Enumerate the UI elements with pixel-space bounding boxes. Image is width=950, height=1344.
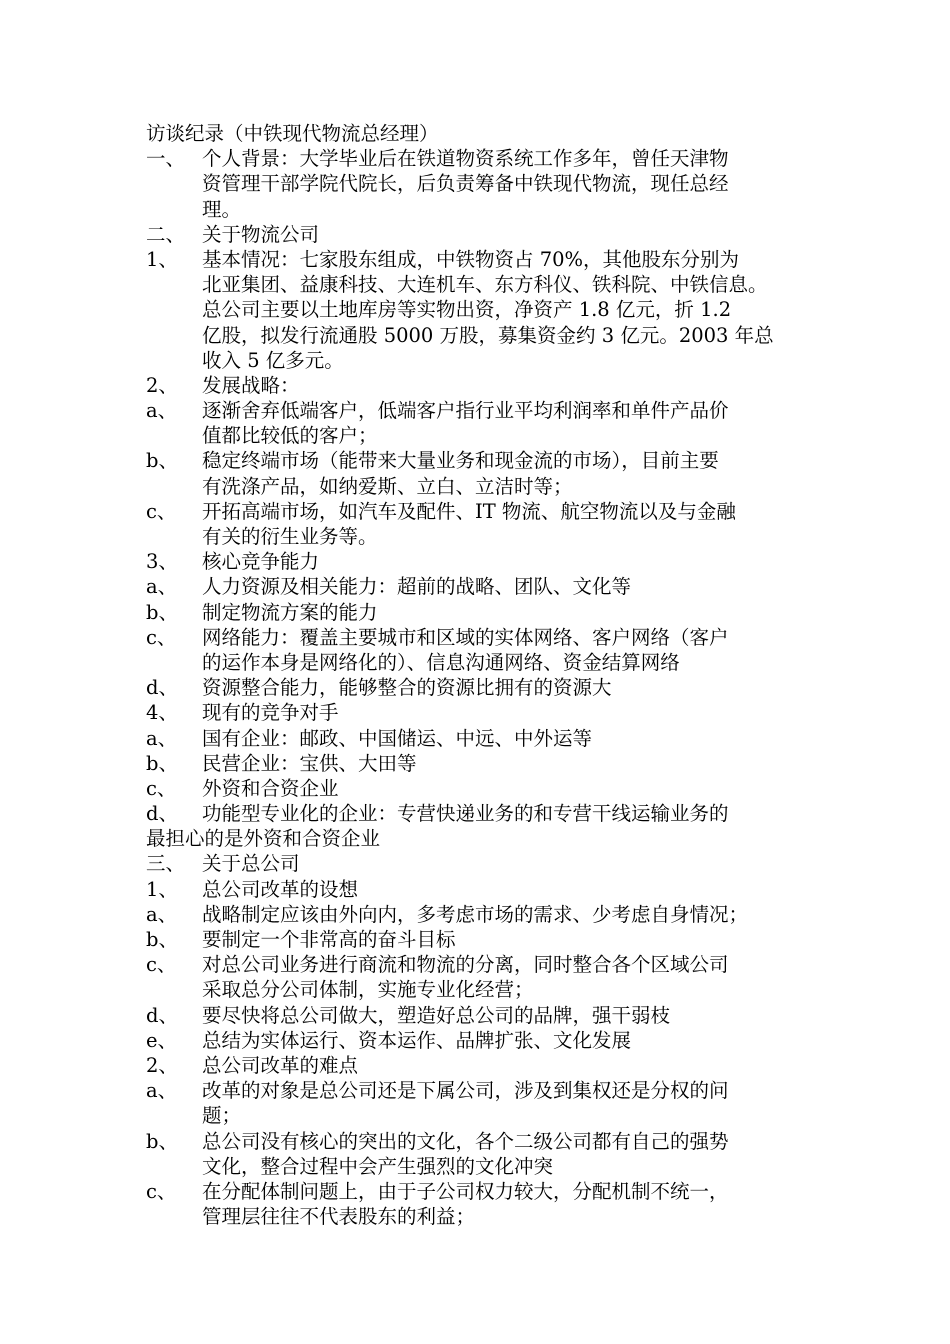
text-line — [146, 952, 816, 977]
line-text: 关于物流公司 — [202, 222, 320, 246]
list-marker: 3、 — [146, 550, 178, 574]
line-text: 功能型专业化的企业：专营快递业务的和专营干线运输业务的 — [202, 802, 729, 826]
list-marker: b、 — [146, 600, 178, 624]
line-text: 个人背景：大学毕业后在铁道物资系统工作多年，曾任天津物 — [202, 147, 729, 171]
list-marker: a、 — [146, 575, 178, 599]
text-line — [146, 625, 816, 650]
document-title: 访谈纪录（中铁现代物流总经理） — [146, 122, 439, 145]
text-line — [146, 1103, 816, 1128]
text-line — [146, 826, 816, 851]
line-text: 开拓高端市场，如汽车及配件、IT 物流、航空物流以及与金融 — [202, 499, 736, 523]
list-marker: a、 — [146, 399, 178, 423]
line-text: 稳定终端市场（能带来大量业务和现金流的市场），目前主要 — [202, 449, 719, 473]
line-text: 在分配体制问题上，由于子公司权力较大，分配机制不统一， — [202, 1179, 729, 1203]
line-text: 总公司主要以土地库房等实物出资，净资产 1.8 亿元，折 1.2 — [202, 298, 732, 322]
line-text: 国有企业：邮政、中国储运、中远、中外运等 — [202, 726, 593, 750]
text-line — [146, 423, 816, 448]
line-text: 总公司改革的设想 — [202, 877, 359, 901]
list-marker: c、 — [146, 1179, 177, 1203]
line-text: 文化，整合过程中会产生强烈的文化冲突 — [202, 1154, 554, 1178]
line-text: 的运作本身是网络化的）、信息沟通网络、资金结算网络 — [202, 650, 680, 674]
list-marker: b、 — [146, 751, 178, 775]
line-text: 改革的对象是总公司还是下属公司，涉及到集权还是分权的问 — [202, 1079, 729, 1103]
list-marker: d、 — [146, 676, 178, 700]
list-marker: 二、 — [146, 222, 186, 246]
text-line — [146, 297, 816, 322]
list-marker: b、 — [146, 1129, 178, 1153]
list-marker: d、 — [146, 1003, 178, 1027]
text-line — [146, 751, 816, 776]
text-line — [146, 197, 816, 222]
list-marker: b、 — [146, 928, 178, 951]
list-marker: 三、 — [146, 852, 186, 876]
line-text: 外资和合资企业 — [202, 776, 339, 800]
text-line — [146, 171, 816, 196]
list-marker: 2、 — [146, 1053, 178, 1077]
list-marker: a、 — [146, 726, 178, 750]
text-line — [146, 1129, 816, 1154]
list-marker: 2、 — [146, 373, 178, 397]
line-text: 有关的衍生业务等。 — [202, 525, 378, 548]
document-lines — [146, 146, 816, 1229]
text-line — [146, 373, 816, 398]
line-text: 总公司没有核心的突出的文化，各个二级公司都有自己的强势 — [202, 1129, 729, 1153]
line-text: 采取总分公司体制，实施专业化经营； — [202, 978, 534, 1002]
text-line — [146, 650, 816, 675]
line-text: 制定物流方案的能力 — [202, 600, 378, 624]
line-text: 逐渐舍弃低端客户，低端客户指行业平均利润率和单件产品价 — [202, 399, 729, 423]
line-text: 理。 — [202, 197, 242, 221]
line-text: 总公司改革的难点 — [202, 1053, 359, 1077]
list-marker: c、 — [146, 499, 177, 523]
text-line — [146, 1078, 816, 1103]
text-line — [146, 851, 816, 876]
text-line — [146, 902, 816, 927]
text-line — [146, 877, 816, 902]
text-line — [146, 524, 816, 549]
line-text: 关于总公司 — [202, 852, 300, 876]
text-line — [146, 1003, 816, 1028]
line-text: 基本情况：七家股东组成，中铁物资占 70%，其他股东分别为 — [202, 247, 740, 271]
list-marker: c、 — [146, 776, 177, 800]
text-line — [146, 348, 816, 373]
text-line — [146, 272, 816, 297]
text-line — [146, 977, 816, 1002]
line-text: 亿股，拟发行流通股 5000 万股，募集资金约 3 亿元。2003 年总 — [202, 323, 774, 347]
text-line — [146, 146, 816, 171]
text-line — [146, 549, 816, 574]
document-body — [146, 121, 816, 1229]
line-text: 题； — [202, 1104, 242, 1128]
list-marker: b、 — [146, 449, 178, 473]
text-line — [146, 675, 816, 700]
text-line — [146, 474, 816, 499]
list-marker: 4、 — [146, 701, 178, 725]
line-text: 人力资源及相关能力：超前的战略、团队、文化等 — [202, 575, 632, 599]
list-marker: a、 — [146, 1079, 178, 1103]
line-text: 对总公司业务进行商流和物流的分离，同时整合各个区域公司 — [202, 953, 729, 977]
list-marker: d、 — [146, 802, 178, 826]
line-text: 战略制定应该由外向内，多考虑市场的需求、少考虑自身情况； — [202, 902, 749, 926]
line-text: 总结为实体运行、资本运作、品牌扩张、文化发展 — [202, 1028, 632, 1052]
text-line — [146, 927, 816, 952]
list-marker: 一、 — [146, 147, 186, 171]
text-line — [146, 222, 816, 247]
line-text: 管理层往往不代表股东的利益； — [202, 1205, 476, 1229]
line-text: 收入 5 亿多元。 — [202, 348, 344, 372]
line-text: 资源整合能力，能够整合的资源比拥有的资源大 — [202, 676, 612, 700]
line-text: 现有的竞争对手 — [202, 701, 339, 725]
text-line — [146, 499, 816, 524]
text-line — [146, 323, 816, 348]
text-line — [146, 726, 816, 751]
list-marker: 1、 — [146, 247, 178, 271]
text-line — [146, 1179, 816, 1204]
line-text: 北亚集团、益康科技、大连机车、东方科仪、铁科院、中铁信息。 — [202, 273, 768, 297]
text-line — [146, 1154, 816, 1179]
line-text: 资管理干部学院代院长，后负责筹备中铁现代物流，现任总经 — [202, 172, 729, 196]
list-marker: 1、 — [146, 877, 178, 901]
line-text: 最担心的是外资和合资企业 — [146, 827, 381, 851]
list-marker: c、 — [146, 953, 177, 977]
text-line — [146, 600, 816, 625]
line-text: 要尽快将总公司做大，塑造好总公司的品牌，强干弱枝 — [202, 1003, 671, 1027]
text-line — [146, 776, 816, 801]
line-text: 核心竞争能力 — [202, 550, 320, 574]
text-line — [146, 247, 816, 272]
list-marker: a、 — [146, 902, 178, 926]
text-line — [146, 1053, 816, 1078]
line-text: 值都比较低的客户； — [202, 424, 378, 448]
text-line — [146, 1028, 816, 1053]
text-line — [146, 801, 816, 826]
line-text: 有洗涤产品，如纳爱斯、立白、立洁时等； — [202, 474, 573, 498]
text-line — [146, 398, 816, 423]
line-text: 要制定一个非常高的奋斗目标 — [202, 928, 456, 951]
text-line — [146, 1204, 816, 1229]
line-text: 网络能力：覆盖主要城市和区域的实体网络、客户网络（客户 — [202, 625, 729, 649]
list-marker: e、 — [146, 1028, 178, 1052]
list-marker: c、 — [146, 625, 177, 649]
text-line — [146, 700, 816, 725]
text-line — [146, 574, 816, 599]
text-line — [146, 448, 816, 473]
line-text: 民营企业：宝供、大田等 — [202, 751, 417, 775]
line-text: 发展战略： — [202, 373, 300, 397]
